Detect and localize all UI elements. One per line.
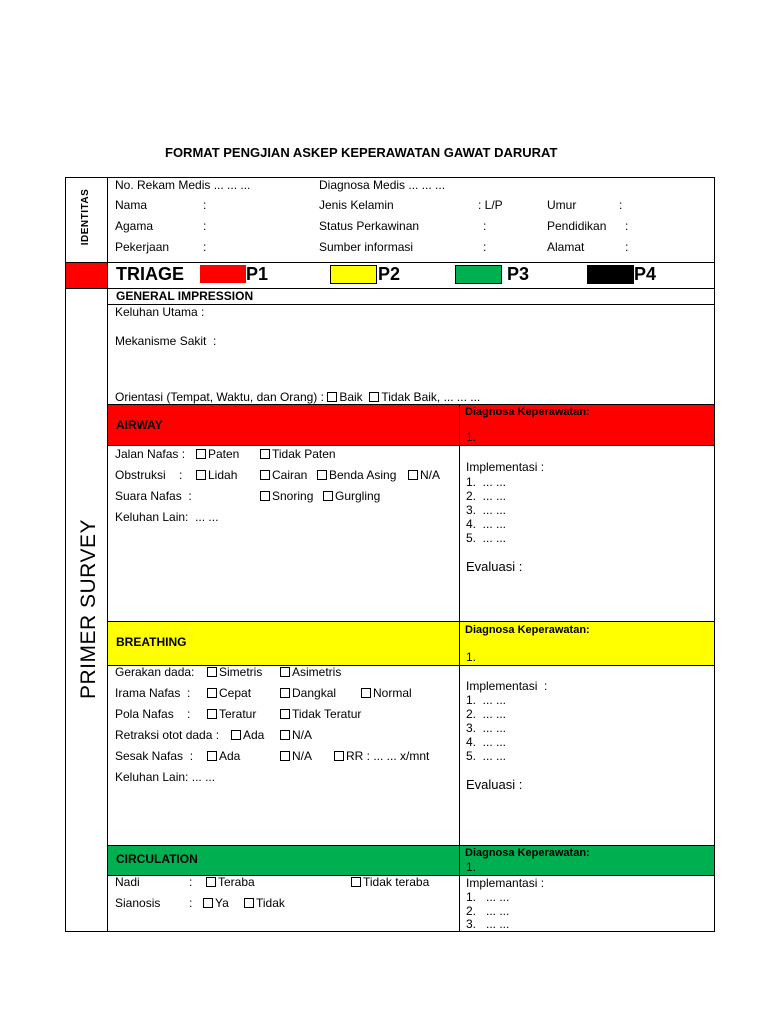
tidak-teraba-label: Tidak teraba: [363, 875, 430, 889]
paten-label: Paten: [208, 447, 240, 461]
triage-p4-label: P4: [634, 264, 657, 284]
keluhan-utama-field: Keluhan Utama :: [115, 305, 205, 319]
alamat-colon: :: [625, 240, 629, 254]
snoring-checkbox[interactable]: [260, 491, 270, 501]
circulation-impl-1: 1. ... ...: [466, 890, 510, 904]
breathing-impl-5: 5. ... ...: [466, 749, 507, 763]
simetris-label: Simetris: [219, 665, 263, 679]
table-bottom-border: [65, 931, 715, 932]
triage-red-fill: [66, 263, 107, 288]
circulation-diagnosa-label: Diagnosa Keperawatan:: [465, 847, 590, 859]
obstruksi-label: Obstruksi :: [115, 468, 183, 482]
retraksi-label: Retraksi otot dada :: [115, 728, 220, 742]
triage-p2-label: P2: [378, 264, 401, 284]
airway-impl-1: 1. ... ...: [466, 475, 507, 489]
airway-diagnosa-item: 1.: [466, 430, 477, 444]
retraksi-na-label: N/A: [292, 728, 313, 742]
airway-evaluasi-label: Evaluasi :: [466, 559, 523, 574]
teratur-label: Teratur: [219, 707, 257, 721]
breathing-bottom-border: [107, 845, 715, 846]
benda-asing-option: [317, 468, 396, 482]
snoring-label: Snoring: [272, 489, 314, 503]
rr-checkbox[interactable]: [334, 751, 344, 761]
breathing-evaluasi-label: Evaluasi :: [466, 777, 523, 792]
triage-p2-swatch[interactable]: [330, 265, 377, 284]
nadi-label: Nadi: [115, 875, 140, 889]
teratur-option: [207, 707, 256, 721]
tidak-teratur-checkbox[interactable]: [280, 709, 290, 719]
document-title: FORMAT PENGJIAN ASKEP KEPERAWATAN GAWAT DARURAT: [165, 145, 558, 160]
breathing-impl-2: 2. ... ...: [466, 707, 507, 721]
airway-bottom-border: [107, 621, 715, 622]
breathing-diagnosa-label: Diagnosa Keperawatan:: [465, 624, 590, 636]
tidak-option: [244, 896, 285, 910]
baik-label: Baik: [339, 390, 363, 404]
simetris-option: [207, 665, 262, 679]
retraksi-ada-label: Ada: [243, 728, 265, 742]
breathing-header-fill: [108, 622, 714, 665]
nama-colon: :: [203, 198, 207, 212]
airway-diagnosa-label: Diagnosa Keperawatan:: [465, 406, 590, 418]
airway-header-fill: [108, 404, 714, 445]
paten-option: [196, 447, 239, 461]
benda-asing-checkbox[interactable]: [317, 470, 327, 480]
orientasi-label: Orientasi (Tempat, Waktu, dan Orang) :: [115, 390, 324, 404]
nama-label: Nama: [115, 198, 148, 212]
tidak-teraba-option: [351, 875, 429, 889]
mekanisme-sakit-field: Mekanisme Sakit :: [115, 334, 217, 348]
airway-na-option: [408, 468, 440, 482]
primer-survey-label: PRIMER SURVEY: [77, 519, 100, 699]
sesak-ada-label: Ada: [219, 749, 241, 763]
umur-colon: :: [619, 198, 623, 212]
teraba-option: [206, 875, 255, 889]
triage-p1-swatch[interactable]: [200, 265, 246, 283]
nadi-colon: :: [189, 875, 193, 889]
sesak-na-checkbox[interactable]: [280, 751, 290, 761]
dangkal-label: Dangkal: [292, 686, 337, 700]
sianosis-colon: :: [189, 896, 193, 910]
general-bottom-border: [107, 404, 715, 405]
cepat-checkbox[interactable]: [207, 688, 217, 698]
tidak-teratur-option: [280, 707, 361, 721]
umur-label: Umur: [547, 198, 577, 212]
breathing-impl-1: 1. ... ...: [466, 693, 507, 707]
normal-option: [361, 686, 412, 700]
airway-keluhan-lain: Keluhan Lain: ... ...: [115, 510, 219, 524]
cepat-label: Cepat: [219, 686, 252, 700]
airway-impl-2: 2. ... ...: [466, 489, 507, 503]
airway-implementasi-label: Implementasi :: [466, 460, 545, 474]
gurgling-option: [323, 489, 380, 503]
agama-colon: :: [203, 219, 207, 233]
sianosis-label: Sianosis: [115, 896, 161, 910]
rekam-medis-field: No. Rekam Medis ... ... ...: [115, 178, 251, 192]
lidah-checkbox[interactable]: [196, 470, 206, 480]
dangkal-option: [280, 686, 336, 700]
diagnosa-medis-field: Diagnosa Medis ... ... ...: [319, 178, 446, 192]
asimetris-checkbox[interactable]: [280, 667, 290, 677]
tidak-baik-checkbox[interactable]: [369, 392, 379, 402]
pendidikan-label: Pendidikan: [547, 219, 607, 233]
circulation-header-fill: [108, 845, 714, 875]
teraba-checkbox[interactable]: [206, 877, 216, 887]
asimetris-label: Asimetris: [292, 665, 342, 679]
triage-p3-label: P3: [507, 264, 530, 284]
sesak-nafas-label: Sesak Nafas :: [115, 749, 194, 763]
airway-heading: AIRWAY: [116, 418, 163, 432]
pekerjaan-label: Pekerjaan: [115, 240, 170, 254]
baik-checkbox[interactable]: [327, 392, 337, 402]
airway-impl-5: 5. ... ...: [466, 531, 507, 545]
tidak-baik-label: Tidak Baik, ... ... ...: [381, 390, 481, 404]
ya-option: [203, 896, 229, 910]
retraksi-ada-option: [231, 728, 264, 742]
triage-p3-swatch[interactable]: [455, 265, 502, 284]
alamat-label: Alamat: [547, 240, 585, 254]
status-perkawinan-label: Status Perkawinan: [319, 219, 420, 233]
airway-na-label: N/A: [420, 468, 441, 482]
sesak-na-label: N/A: [292, 749, 313, 763]
diagnosa-column-divider: [459, 404, 460, 932]
label-column-divider: [107, 177, 108, 932]
sesak-na-option: [280, 749, 312, 763]
rr-option: [334, 749, 429, 763]
retraksi-na-checkbox[interactable]: [280, 730, 290, 740]
ya-label: Ya: [215, 896, 229, 910]
tidak-teraba-checkbox[interactable]: [351, 877, 361, 887]
lidah-label: Lidah: [208, 468, 238, 482]
asimetris-option: [280, 665, 341, 679]
cepat-option: [207, 686, 251, 700]
breathing-diagnosa-item: 1.: [466, 650, 477, 664]
paten-checkbox[interactable]: [196, 449, 206, 459]
pekerjaan-colon: :: [203, 240, 207, 254]
cairan-label: Cairan: [272, 468, 308, 482]
irama-nafas-label: Irama Nafas :: [115, 686, 191, 700]
snoring-option: [260, 489, 313, 503]
breathing-header-border: [107, 665, 715, 666]
triage-p4-swatch[interactable]: [587, 265, 634, 284]
airway-impl-4: 4. ... ...: [466, 517, 507, 531]
tidak-teratur-label: Tidak Teratur: [292, 707, 362, 721]
orientasi-row: [115, 390, 480, 404]
table-left-border: [65, 177, 66, 932]
pendidikan-colon: :: [625, 219, 629, 233]
tidak-checkbox[interactable]: [244, 898, 254, 908]
ya-checkbox[interactable]: [203, 898, 213, 908]
sumber-informasi-colon: :: [483, 240, 487, 254]
tidak-paten-checkbox[interactable]: [260, 449, 270, 459]
sesak-ada-checkbox[interactable]: [207, 751, 217, 761]
table-right-border: [714, 177, 715, 932]
circulation-impl-3: 3. ... ...: [466, 917, 510, 931]
gurgling-checkbox[interactable]: [323, 491, 333, 501]
suara-nafas-label: Suara Nafas :: [115, 489, 192, 503]
jenis-kelamin-value: : L/P: [478, 198, 503, 212]
sesak-ada-option: [207, 749, 240, 763]
pola-nafas-label: Pola Nafas :: [115, 707, 191, 721]
teraba-label: Teraba: [218, 875, 255, 889]
tidak-paten-label: Tidak Paten: [272, 447, 336, 461]
cairan-checkbox[interactable]: [260, 470, 270, 480]
jalan-nafas-label: Jalan Nafas :: [115, 447, 186, 461]
identitas-label: IDENTITAS: [80, 188, 91, 246]
general-impression-heading: GENERAL IMPRESSION: [116, 289, 254, 303]
airway-header-border: [107, 445, 715, 446]
breathing-keluhan-lain: Keluhan Lain: ... ...: [115, 770, 216, 784]
dangkal-checkbox[interactable]: [280, 688, 290, 698]
circulation-diagnosa-item: 1.: [466, 860, 477, 874]
sumber-informasi-label: Sumber informasi: [319, 240, 414, 254]
jenis-kelamin-label: Jenis Kelamin: [319, 198, 394, 212]
circulation-implementasi-label: Implemantasi :: [466, 876, 545, 890]
status-perkawinan-colon: :: [483, 219, 487, 233]
lidah-option: [196, 468, 237, 482]
breathing-heading: BREATHING: [116, 635, 187, 649]
cairan-option: [260, 468, 307, 482]
simetris-checkbox[interactable]: [207, 667, 217, 677]
agama-label: Agama: [115, 219, 154, 233]
breathing-impl-3: 3. ... ...: [466, 721, 507, 735]
breathing-impl-4: 4. ... ...: [466, 735, 507, 749]
retraksi-ada-checkbox[interactable]: [231, 730, 241, 740]
teratur-checkbox[interactable]: [207, 709, 217, 719]
airway-na-checkbox[interactable]: [408, 470, 418, 480]
benda-asing-label: Benda Asing: [329, 468, 397, 482]
circulation-heading: CIRCULATION: [116, 852, 198, 866]
triage-label: TRIAGE: [116, 264, 185, 284]
gerakan-dada-label: Gerakan dada:: [115, 665, 195, 679]
airway-impl-3: 3. ... ...: [466, 503, 507, 517]
breathing-implementasi-label: Implementasi :: [466, 679, 548, 693]
tidak-label: Tidak: [256, 896, 285, 910]
retraksi-na-option: [280, 728, 312, 742]
triage-p1-label: P1: [246, 264, 269, 284]
rr-label: RR : ... ... x/mnt: [346, 749, 430, 763]
gurgling-label: Gurgling: [335, 489, 381, 503]
tidak-paten-option: [260, 447, 336, 461]
circulation-impl-2: 2. ... ...: [466, 904, 510, 918]
normal-checkbox[interactable]: [361, 688, 371, 698]
normal-label: Normal: [373, 686, 412, 700]
